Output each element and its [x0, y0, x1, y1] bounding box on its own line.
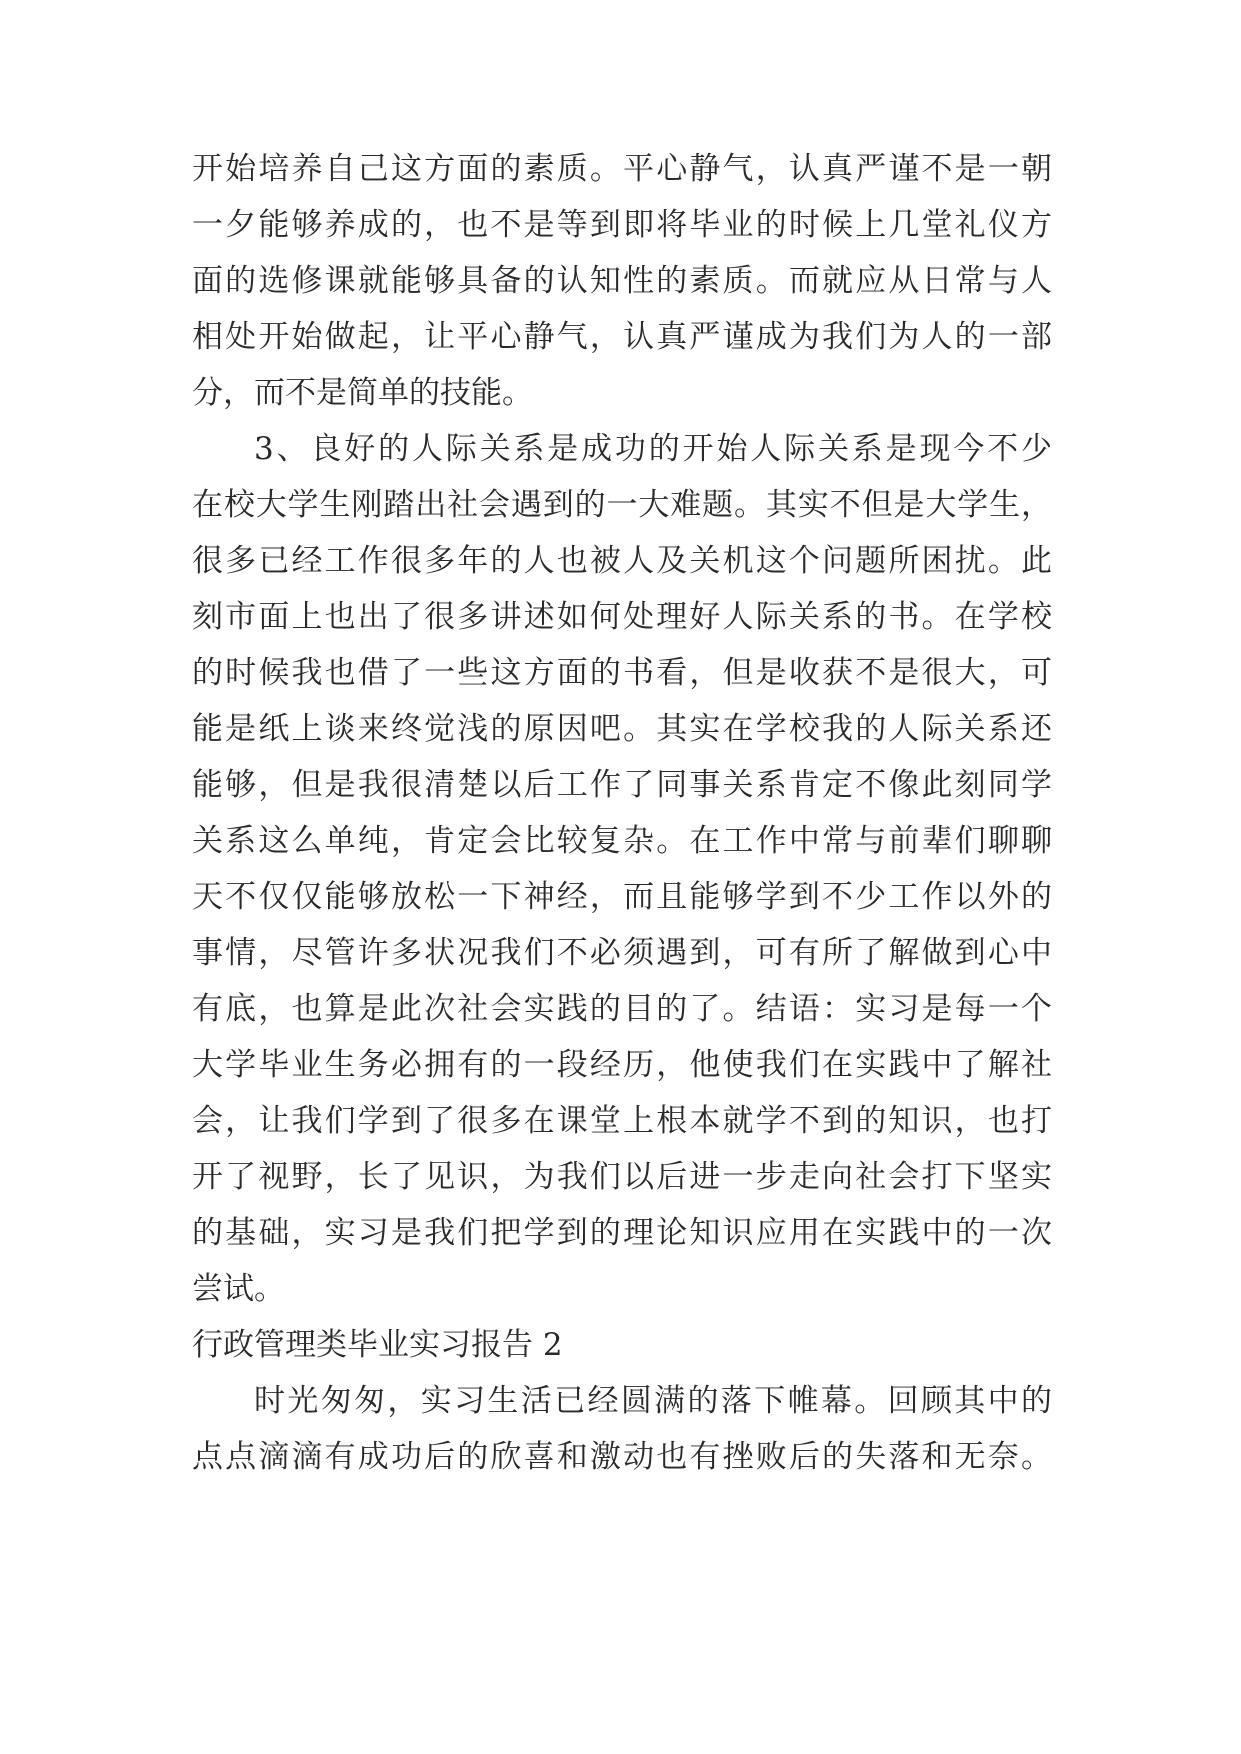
- text-line: 开了视野，长了见识，为我们以后进一步走向社会打下坚实: [192, 1159, 1052, 1195]
- text-line: 开始培养自己这方面的素质。平心静气，认真严谨不是一朝: [192, 151, 1052, 187]
- section-heading: 行政管理类毕业实习报告 2: [192, 1327, 563, 1363]
- text-line: 有底，也算是此次社会实践的目的了。结语：实习是每一个: [192, 991, 1052, 1027]
- text-line: 会，让我们学到了很多在课堂上根本就学不到的知识，也打: [192, 1103, 1052, 1139]
- text-line: 很多已经工作很多年的人也被人及关机这个问题所困扰。此: [192, 543, 1052, 579]
- text-line: 关系这么单纯，肯定会比较复杂。在工作中常与前辈们聊聊: [192, 823, 1052, 859]
- paragraph-first-line: 3、良好的人际关系是成功的开始人际关系是现今不少: [254, 431, 1052, 467]
- text-line: 点点滴滴有成功后的欣喜和激动也有挫败后的失落和无奈。: [192, 1439, 1052, 1475]
- text-line: 相处开始做起，让平心静气，认真严谨成为我们为人的一部: [192, 319, 1052, 355]
- paragraph-first-line: 时光匆匆，实习生活已经圆满的落下帷幕。回顾其中的: [254, 1383, 1052, 1419]
- text-line: 在校大学生刚踏出社会遇到的一大难题。其实不但是大学生，: [192, 487, 1052, 523]
- text-line: 能够，但是我很清楚以后工作了同事关系肯定不像此刻同学: [192, 767, 1052, 803]
- text-line: 天不仅仅能够放松一下神经，而且能够学到不少工作以外的: [192, 879, 1052, 915]
- text-line: 事情，尽管许多状况我们不必须遇到，可有所了解做到心中: [192, 935, 1052, 971]
- text-line: 分，而不是简单的技能。: [192, 375, 533, 411]
- text-line: 大学毕业生务必拥有的一段经历，他使我们在实践中了解社: [192, 1047, 1052, 1083]
- text-line: 刻市面上也出了很多讲述如何处理好人际关系的书。在学校: [192, 599, 1052, 635]
- text-line: 能是纸上谈来终觉浅的原因吧。其实在学校我的人际关系还: [192, 711, 1052, 747]
- text-line: 一夕能够养成的，也不是等到即将毕业的时候上几堂礼仪方: [192, 207, 1052, 243]
- text-line: 面的选修课就能够具备的认知性的素质。而就应从日常与人: [192, 263, 1052, 299]
- text-line: 的基础，实习是我们把学到的理论知识应用在实践中的一次: [192, 1215, 1052, 1251]
- text-line: 的时候我也借了一些这方面的书看，但是收获不是很大，可: [192, 655, 1052, 691]
- text-line: 尝试。: [192, 1271, 285, 1307]
